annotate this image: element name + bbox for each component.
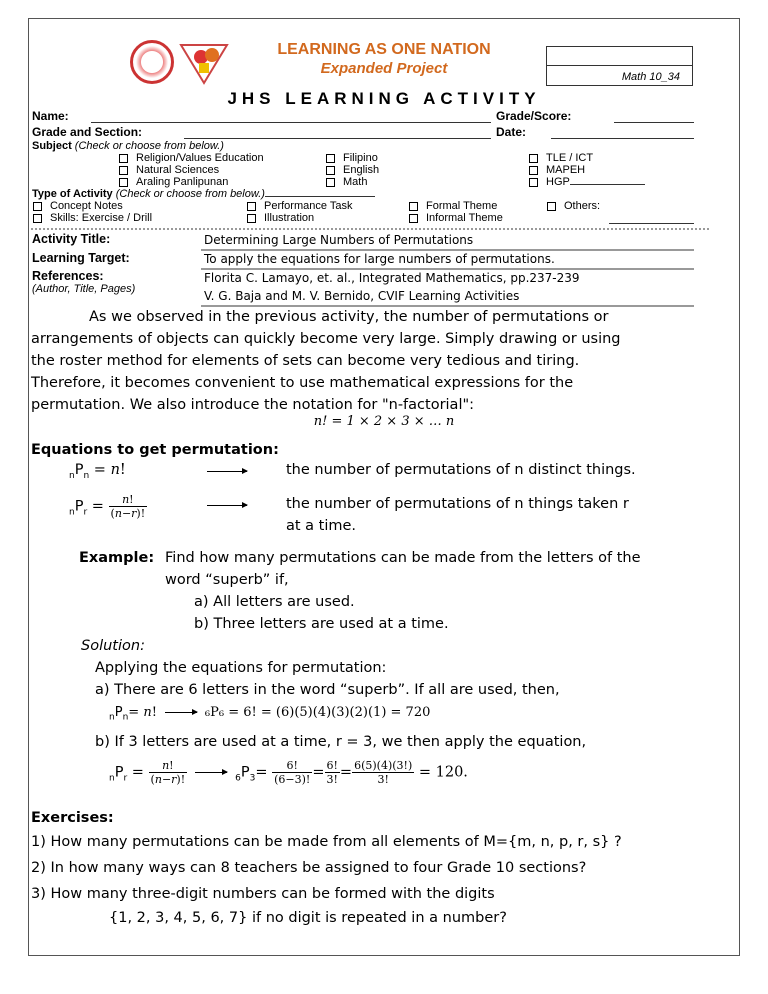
- subject-checkbox[interactable]: Natural Sciences: [119, 164, 264, 176]
- reference-item: V. G. Baja and M. V. Bernido, CVIF Learning Activities: [204, 289, 520, 303]
- activity-code: Math 10_34: [621, 71, 680, 83]
- activity-checkbox[interactable]: Skills: Exercise / Drill: [33, 212, 152, 224]
- worksheet-page: LEARNING AS ONE NATION Expanded Project Math 10_34 JHS LEARNING ACTIVITY Name: Grade/Score: Grade and Section: Date: Subject (Check or choose from below.) Religion/Values Education Natural Sciences Araling Panlipunan Filipino English Math TLE / ICT MAPEH HGP Type of Activity (Check or choose from below.) Concept Notes Skills: Exercise / Drill Performance Task Illustration Formal Theme Informal Theme Others: Activity Title: Determining Large Numbers of Permutations Learning Target: To apply the equations for large numbers of permutations. References: (Author, Title, Pages) Florita C. Lamayo, et. al., Integrated Mathematics, pp.237-239 V. G. Baja and M. V. Bernido, CVIF Learning Activities As we observed in the previous activity, the number of permutations or arrangements of objects can quickly become very large. Simply drawing or using the roster method for elements of sets can become very tedious and tiring. Therefore, it becomes convenient to use mathematical expressions for the permutation. We also introduce the notation for "n-factorial": n! = 1 × 2 × 3 × … n Equations to get permutation: $_nP_n = n$! the number of permutations of n distinct things. $_nP_r$ = $\frac{n!}{(n-r)!}$ the number of permutations of n things taken r at a time. Example: Find how many permutations can be made from the letters of the word “superb” if, a) All letters are used. b) Three letters are used at a time. Solution: Applying the equations for permutation: a) There are 6 letters in the word “superb”. If all are used, then, $_nP_n= n$! ₆P₆ = 6! = (6)(5)(4)(3)(2)(1) = 720 b) If 3 letters are used at a time, r = 3, we then apply the equation, $_nP_r$ = $\frac{n!}{(n-r)!}$ $_6P_3=$ $\frac{6!}{(6-3)!}$ = $\frac{6!}{3!}$ = $\frac{6(5)(4)(3!)}{3!}$ = 120. Exercises: 1) How many permutations can be made from all elements of M={m, n, p, r, s} ? 2) In how many ways can 8 teachers be assigned to four Grade 10 sections? 3) How many three-digit numbers can be formed with the digits {1, 2, 3, 4, 5, 6, 7} if no digit is repeated in a number?: [28, 18, 740, 956]
- example-text: Find how many permutations can be made from the letters of the: [165, 550, 641, 566]
- activity-checkbox[interactable]: Illustration: [247, 212, 352, 224]
- activity-title-label: Activity Title:: [32, 232, 111, 246]
- date-label: Date:: [496, 125, 527, 139]
- activity-type-label: Type of Activity: [32, 188, 113, 200]
- equations-heading: Equations to get permutation:: [31, 442, 279, 458]
- subject-col-1: [119, 152, 264, 188]
- name-field[interactable]: [91, 122, 491, 123]
- factorial-definition: n! = 1 × 2 × 3 × … n: [313, 414, 455, 429]
- arrow-icon: [207, 505, 247, 506]
- name-label: Name:: [32, 109, 69, 123]
- subject-checkbox[interactable]: Math: [326, 176, 379, 188]
- code-box: [546, 46, 693, 86]
- activity-checkbox[interactable]: Concept Notes: [33, 200, 152, 212]
- activity-checkbox[interactable]: Formal Theme: [409, 200, 503, 212]
- solution-label: Solution:: [81, 638, 145, 654]
- date-field[interactable]: [551, 138, 694, 139]
- solution-b: b) If 3 letters are used at a time, r = 3, we then apply the equation,: [95, 734, 587, 750]
- subject-checkbox[interactable]: TLE / ICT: [529, 152, 645, 164]
- program-subtitle: Expanded Project: [320, 60, 448, 77]
- solution-b-equation: $_nP_r$ = $\frac{n!}{(n-r)!}$ $_6P_3=$ $\frac{6!}{(6-3)!}$ = $\frac{6!}{3!}$ = $\frac{6(5)(4)(3!)}{3!}$ = 120.: [109, 759, 468, 786]
- solution-a-equation: $_nP_n= n$! ₆P₆ = 6! = (6)(5)(4)(3)(2)(1) = 720: [109, 705, 431, 723]
- learning-target-label: Learning Target:: [32, 251, 130, 265]
- subject-col-2: [326, 152, 379, 188]
- exercise-item-continuation: {1, 2, 3, 4, 5, 6, 7} if no digit is repeated in a number?: [109, 910, 507, 926]
- learning-target-value: To apply the equations for large numbers of permutations.: [204, 252, 555, 266]
- example-part-a: a) All letters are used.: [194, 594, 355, 610]
- subject-checkbox[interactable]: Filipino: [326, 152, 379, 164]
- arrow-icon: [207, 471, 247, 472]
- equation-2: $_nP_r$ = $\frac{n!}{(n-r)!}$: [69, 493, 146, 520]
- grade-section-label: Grade and Section:: [32, 125, 143, 139]
- reference-item: Florita C. Lamayo, et. al., Integrated Mathematics, pp.237-239: [204, 271, 580, 285]
- equation-1-description: the number of permutations of n distinct things.: [286, 462, 636, 478]
- activity-checkbox[interactable]: Informal Theme: [409, 212, 503, 224]
- exercises-heading: Exercises:: [31, 810, 114, 826]
- exercise-item: 3) How many three-digit numbers can be formed with the digits: [31, 886, 495, 902]
- example-part-b: b) Three letters are used at a time.: [194, 616, 449, 632]
- subject-col-3: [529, 152, 645, 188]
- references-label: References:: [32, 269, 104, 283]
- subject-checkbox[interactable]: HGP: [529, 176, 645, 188]
- page-title: JHS LEARNING ACTIVITY: [227, 89, 541, 108]
- subject-hint: (Check or choose from below.): [74, 140, 224, 152]
- program-title: LEARNING AS ONE NATION: [277, 41, 491, 58]
- activity-checkbox[interactable]: Performance Task: [247, 200, 352, 212]
- grade-section-field[interactable]: [184, 138, 491, 139]
- solution-a: a) There are 6 letters in the word “superb”. If all are used, then,: [95, 682, 560, 698]
- equation-2-description: the number of permutations of n things taken r: [286, 496, 629, 512]
- exercise-item: 2) In how many ways can 8 teachers be assigned to four Grade 10 sections?: [31, 860, 587, 876]
- subject-checkbox[interactable]: MAPEH: [529, 164, 645, 176]
- subject-checkbox[interactable]: English: [326, 164, 379, 176]
- equation-1: $_nP_n = n$!: [69, 462, 126, 481]
- divider: [31, 228, 709, 230]
- grade-score-field[interactable]: [614, 122, 694, 123]
- grade-score-label: Grade/Score:: [496, 109, 572, 123]
- example-label: Example:: [79, 550, 155, 566]
- activity-checkbox[interactable]: Others:: [547, 200, 600, 212]
- references-hint: (Author, Title, Pages): [32, 283, 136, 295]
- subject-checkbox[interactable]: Araling Panlipunan: [119, 176, 264, 188]
- intro-paragraph: As we observed in the previous activity, the number of permutations or arrangements of objects can quickly become very large. Simply drawing or using the roster method for elements of sets can become very tedious and tiring. Therefore, it becomes convenient to use mathematical expressions for the permutation. We also introduce the notation for "n-factorial":: [31, 309, 621, 413]
- solution-intro: Applying the equations for permutation:: [95, 660, 387, 676]
- activity-type-hint: (Check or choose from below.): [115, 188, 265, 200]
- others-field[interactable]: [609, 223, 694, 224]
- subject-checkbox[interactable]: Religion/Values Education: [119, 152, 264, 164]
- subject-label: Subject: [32, 140, 72, 152]
- exercise-item: 1) How many permutations can be made from all elements of M={m, n, p, r, s} ?: [31, 834, 622, 850]
- activity-title-value: Determining Large Numbers of Permutations: [204, 233, 474, 247]
